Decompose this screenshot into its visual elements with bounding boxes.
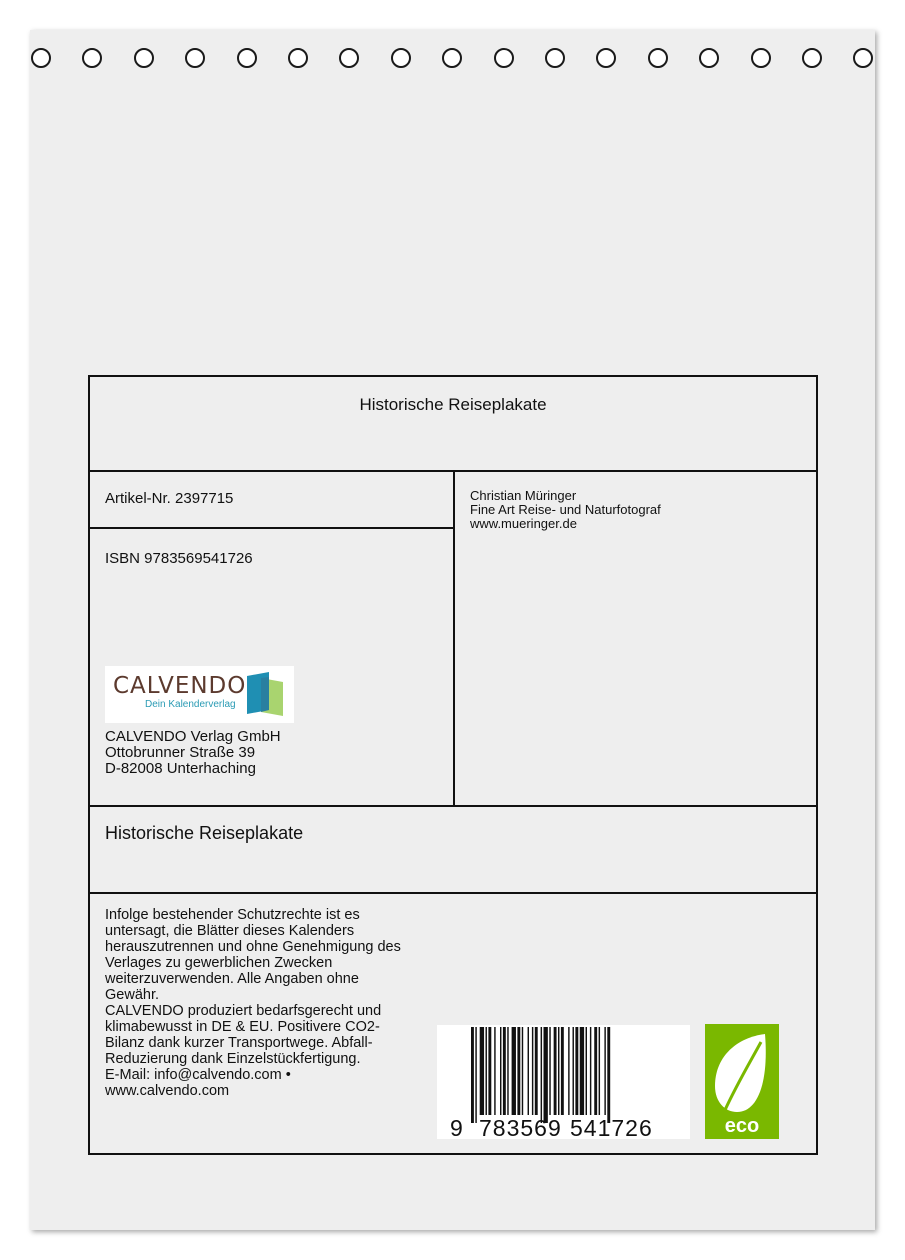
calendar-title-mid: Historische Reiseplakate bbox=[105, 823, 304, 843]
barcode-bar bbox=[512, 1027, 516, 1115]
barcode-bar bbox=[544, 1027, 548, 1123]
barcode-bar bbox=[535, 1027, 538, 1115]
binding-ring bbox=[31, 48, 51, 68]
author-name: Christian Müringer bbox=[470, 488, 577, 503]
barcode-bar bbox=[580, 1027, 584, 1115]
binding-ring bbox=[648, 48, 668, 68]
isbn: ISBN 9783569541726 bbox=[105, 550, 253, 567]
binding-ring bbox=[442, 48, 462, 68]
binding-ring bbox=[288, 48, 308, 68]
barcode-bar bbox=[558, 1027, 559, 1115]
barcode-bar bbox=[480, 1027, 484, 1115]
barcode-bar bbox=[594, 1027, 597, 1115]
legal-line: Bilanz dank kurzer Transportwege. Abfall- bbox=[105, 1035, 373, 1051]
barcode-bar bbox=[568, 1027, 569, 1115]
publisher-address bbox=[105, 729, 281, 777]
legal-line: untersagt, die Blätter dieses Kalenders bbox=[105, 923, 355, 939]
eco-leaf-icon bbox=[705, 1024, 779, 1139]
legal-line: Gewähr. bbox=[105, 987, 159, 1003]
binding-ring bbox=[237, 48, 257, 68]
barcode-bar bbox=[494, 1027, 495, 1115]
binding-ring bbox=[339, 48, 359, 68]
logo-wordmark: CALVENDO bbox=[113, 673, 247, 699]
publisher-name: CALVENDO Verlag GmbH bbox=[105, 728, 281, 745]
barcode-bar bbox=[604, 1027, 605, 1115]
logo-tagline: Dein Kalenderverlag bbox=[145, 699, 236, 710]
divider-4 bbox=[90, 892, 816, 894]
legal-line: CALVENDO produziert bedarfsgerecht und bbox=[105, 1003, 382, 1019]
isbn-barcode bbox=[437, 1025, 690, 1139]
info-box bbox=[88, 375, 818, 1155]
legal-line: Verlages zu gewerblichen Zwecken bbox=[105, 955, 333, 971]
legal-line: herauszutrennen und ohne Genehmigung des bbox=[105, 939, 401, 955]
barcode-group-2: 541726 bbox=[570, 1115, 653, 1141]
binding-ring bbox=[699, 48, 719, 68]
barcode-bar bbox=[471, 1027, 474, 1123]
author-profession: Fine Art Reise- und Naturfotograf bbox=[470, 502, 661, 517]
barcode-bar bbox=[486, 1027, 487, 1115]
spiral-binding bbox=[0, 0, 905, 90]
calendar-title-top: Historische Reiseplakate bbox=[359, 395, 547, 414]
binding-ring bbox=[134, 48, 154, 68]
barcode-digit-first: 9 bbox=[450, 1115, 464, 1141]
barcode-bar bbox=[517, 1027, 520, 1115]
barcode-bar bbox=[554, 1027, 557, 1115]
barcode-bar bbox=[503, 1027, 506, 1115]
publisher-city: D-82008 Unterhaching bbox=[105, 760, 256, 777]
legal-line: klimabewusst in DE & EU. Positivere CO2- bbox=[105, 1019, 380, 1035]
barcode-bar bbox=[528, 1027, 529, 1115]
author-website: www.mueringer.de bbox=[470, 516, 577, 531]
calvendo-mark-icon bbox=[245, 672, 285, 716]
legal-line: www.calvendo.com bbox=[105, 1083, 230, 1099]
author-info bbox=[470, 489, 661, 531]
column-divider bbox=[453, 470, 455, 807]
barcode-bar bbox=[488, 1027, 491, 1115]
binding-ring bbox=[494, 48, 514, 68]
barcode-bar bbox=[549, 1027, 550, 1115]
barcode-bar bbox=[573, 1027, 574, 1115]
barcode-bar bbox=[522, 1027, 523, 1115]
calvendo-logo bbox=[105, 666, 294, 723]
barcode-bar bbox=[575, 1027, 578, 1115]
binding-ring bbox=[391, 48, 411, 68]
binding-ring bbox=[853, 48, 873, 68]
legal-line: E-Mail: info@calvendo.com • bbox=[105, 1067, 291, 1083]
barcode-bar bbox=[586, 1027, 587, 1115]
barcode-bar bbox=[475, 1027, 476, 1123]
publisher-street: Ottobrunner Straße 39 bbox=[105, 744, 256, 761]
legal-line: Infolge bestehender Schutzrechte ist es bbox=[105, 907, 360, 923]
divider-3 bbox=[90, 805, 816, 807]
binding-ring bbox=[751, 48, 771, 68]
legal-line: Reduzierung dank Einzelstückfertigung. bbox=[105, 1051, 361, 1067]
divider-2 bbox=[90, 527, 453, 529]
binding-ring bbox=[596, 48, 616, 68]
legal-notice bbox=[105, 907, 450, 1099]
barcode-bar bbox=[599, 1027, 600, 1115]
barcode-bar bbox=[507, 1027, 508, 1115]
barcode-bar bbox=[607, 1027, 610, 1123]
binding-ring bbox=[545, 48, 565, 68]
barcode-bar bbox=[561, 1027, 564, 1115]
barcode-group-1: 783569 bbox=[479, 1115, 562, 1141]
barcode-bar bbox=[541, 1027, 542, 1123]
barcode-bar bbox=[532, 1027, 533, 1115]
binding-ring bbox=[185, 48, 205, 68]
legal-line: weiterzuverwenden. Alle Angaben ohne bbox=[105, 971, 359, 987]
article-number: Artikel-Nr. 2397715 bbox=[105, 490, 234, 507]
binding-ring bbox=[82, 48, 102, 68]
eco-label: eco bbox=[724, 1115, 760, 1137]
barcode-bar bbox=[590, 1027, 591, 1115]
barcode-bar bbox=[500, 1027, 501, 1115]
binding-ring bbox=[802, 48, 822, 68]
